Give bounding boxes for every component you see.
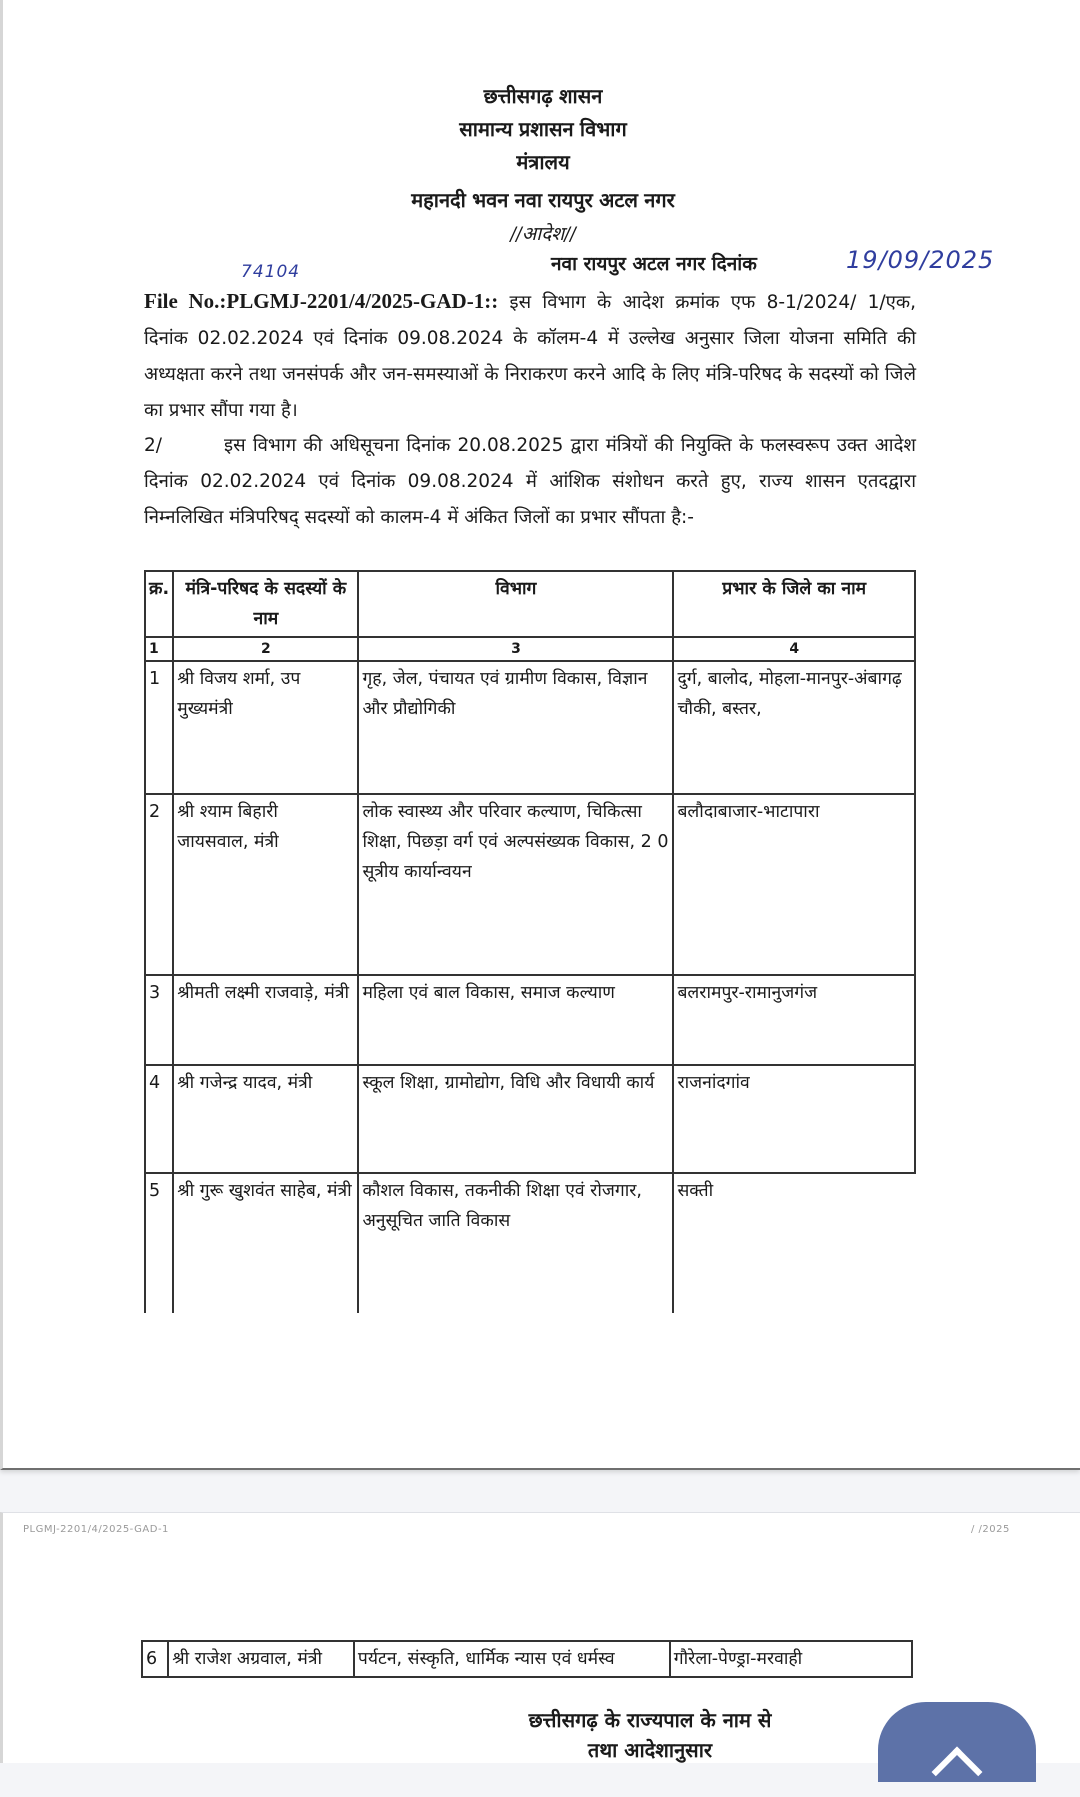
header-district: प्रभार के जिले का नाम [673, 571, 915, 637]
row-department: लोक स्वास्थ्य और परिवार कल्याण, चिकित्सा शिक्षा, पिछड़ा वर्ग एवं अल्पसंख्यक विकास, 2 0 सूत्रीय कार्यान्वयन [358, 794, 673, 975]
row-serial: 3 [145, 975, 173, 1065]
row-serial: 1 [145, 661, 173, 794]
header-government: छत्तीसगढ़ शासन [483, 84, 603, 108]
row-department: स्कूल शिक्षा, ग्रामोद्योग, विधि और विधायी कार्य [358, 1065, 673, 1173]
header-department: सामान्य प्रशासन विभाग [459, 117, 627, 141]
table-header-row [145, 571, 915, 637]
page2-date-ref: / /2025 [971, 1524, 1010, 1535]
row-serial: 4 [145, 1065, 173, 1173]
district-assignment-table-continued [141, 1640, 913, 1678]
header-ministry: मंत्रालय [516, 150, 570, 174]
header-order-title: //आदेश// [510, 223, 576, 245]
header-member-name: मंत्रि-परिषद के सदस्यों के नाम [173, 571, 358, 637]
table-row [142, 1641, 912, 1677]
signature-line-2: तथा आदेशानुसार [587, 1738, 713, 1762]
column-number-4: 4 [673, 637, 915, 661]
table-row [145, 1065, 915, 1173]
handwritten-date: 19/09/2025 [846, 246, 995, 274]
row-member-name: श्री गजेन्द्र यादव, मंत्री [173, 1065, 358, 1173]
table-row [145, 661, 915, 794]
page2-file-ref: PLGMJ-2201/4/2025-GAD-1 [23, 1524, 169, 1535]
column-number-row [145, 637, 915, 661]
row-district: दुर्ग, बालोद, मोहला-मानपुर-अंबागढ़ चौकी, बस्तर, [673, 661, 915, 794]
scroll-to-top-button[interactable] [878, 1702, 1036, 1782]
paragraph-1-text: इस विभाग के आदेश क्रमांक एफ 8-1/2024/ 1/एक, दिनांक 02.02.2024 एवं दिनांक 09.08.2024 के कॉलम-4 में उल्लेख अनुसार जिला योजना समिति की अध्यक्षता करने तथा जनसंपर्क और जन-समस्याओं के निराकरण करने आदि के लिए मंत्रि-परिषद के सदस्यों को जिले का प्रभार सौंपा गया है। [144, 292, 916, 421]
row-serial: 5 [145, 1173, 173, 1313]
paragraph-1 [144, 283, 916, 429]
row-department: कौशल विकास, तकनीकी शिक्षा एवं रोजगार, अनुसूचित जाति विकास [358, 1173, 673, 1313]
row-serial: 2 [145, 794, 173, 975]
row-member-name: श्री राजेश अग्रवाल, मंत्री [168, 1641, 354, 1677]
table-row [145, 975, 915, 1065]
paragraph-2 [144, 428, 916, 536]
handwritten-number: 74104 [241, 262, 301, 282]
header-address: महानदी भवन नवा रायपुर अटल नगर [411, 188, 675, 212]
row-district: राजनांदगांव [673, 1065, 915, 1173]
row-member-name: श्री श्याम बिहारी जायसवाल, मंत्री [173, 794, 358, 975]
column-number-3: 3 [358, 637, 673, 661]
chevron-up-icon [932, 1747, 983, 1797]
row-member-name: श्री गुरू खुशवंत साहेब, मंत्री [173, 1173, 358, 1313]
row-district: सक्ती [673, 1173, 915, 1313]
row-department: महिला एवं बाल विकास, समाज कल्याण [358, 975, 673, 1065]
paragraph-2-text: इस विभाग की अधिसूचना दिनांक 20.08.2025 द्वारा मंत्रियों की नियुक्ति के फलस्वरूप उक्त आदेश दिनांक 02.02.2024 एवं दिनांक 09.08.2024 में आंशिक संशोधन करते हुए, राज्य शासन एतदद्वारा निम्नलिखित मंत्रिपरिषद् सदस्यों को कालम-4 में अंकित जिलों का प्रभार सौंपता है:- [144, 435, 916, 528]
row-serial: 6 [142, 1641, 168, 1677]
column-number-1: 1 [145, 637, 173, 661]
date-line-label: नवा रायपुर अटल नगर दिनांक [551, 253, 757, 275]
row-member-name: श्री विजय शर्मा, उप मुख्यमंत्री [173, 661, 358, 794]
table-row [145, 1173, 915, 1313]
row-district: गौरेला-पेण्ड्रा-मरवाही [670, 1641, 912, 1677]
row-district: बलौदाबाजार-भाटापारा [673, 794, 915, 975]
table-row [145, 794, 915, 975]
header-department: विभाग [358, 571, 673, 637]
paragraph-2-number: 2/ [144, 435, 163, 456]
header-serial: क्र. [145, 571, 173, 637]
row-department: पर्यटन, संस्कृति, धार्मिक न्यास एवं धर्मस्व [354, 1641, 670, 1677]
row-district: बलरामपुर-रामानुजगंज [673, 975, 915, 1065]
signature-line-1: छत्तीसगढ़ के राज्यपाल के नाम से [528, 1708, 772, 1732]
row-department: गृह, जेल, पंचायत एवं ग्रामीण विकास, विज्ञान और प्रौद्योगिकी [358, 661, 673, 794]
file-number: File No.:PLGMJ-2201/4/2025-GAD-1:: [144, 289, 499, 313]
district-assignment-table [144, 570, 916, 1313]
row-member-name: श्रीमती लक्ष्मी राजवाडे़, मंत्री [173, 975, 358, 1065]
column-number-2: 2 [173, 637, 358, 661]
